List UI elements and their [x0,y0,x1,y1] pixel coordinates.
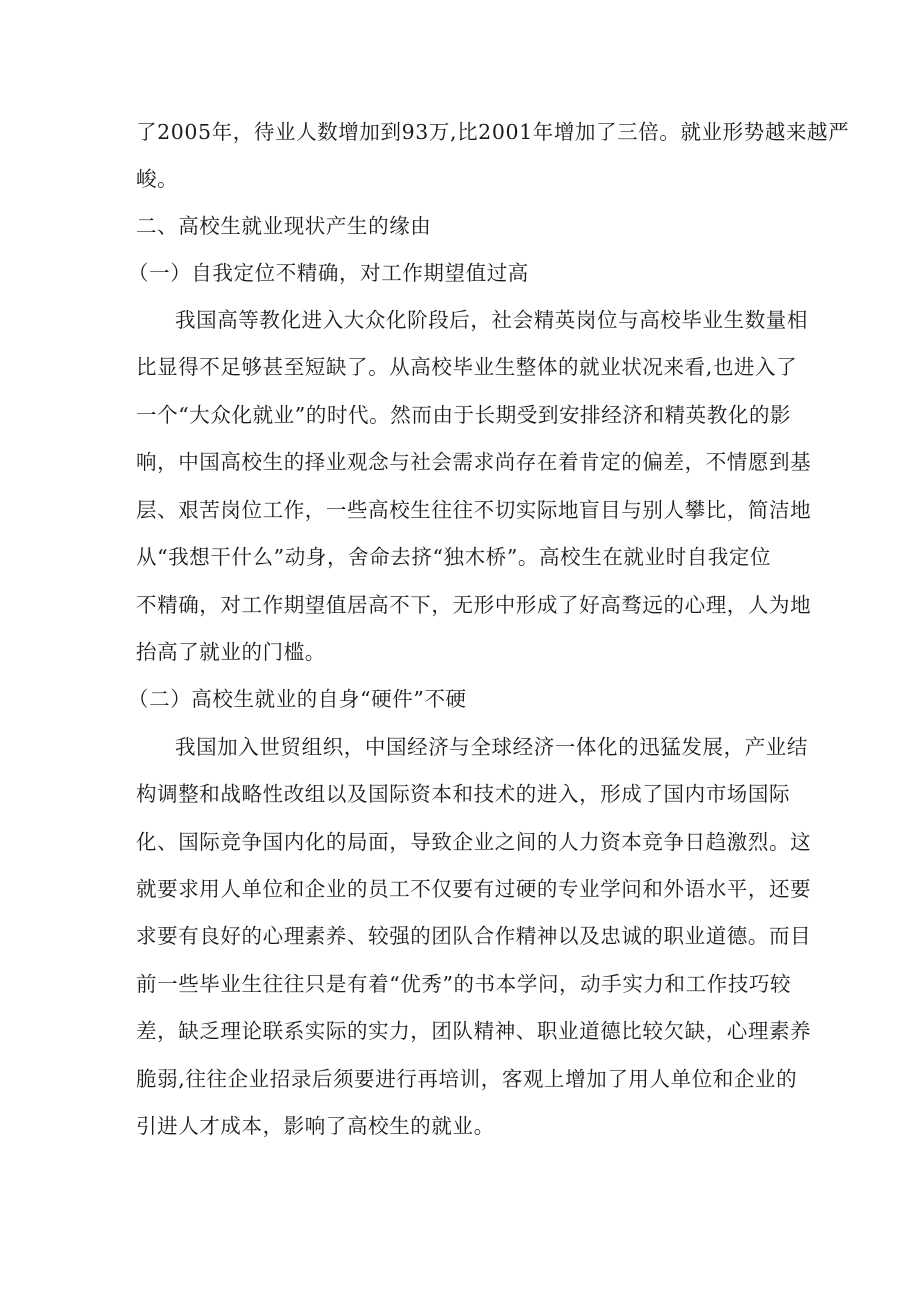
paragraph-line: 求要有良好的心理素养、较强的团队合作精神以及忠诚的职业道德。而目 [136,924,812,948]
paragraph-line: 了2005年，待业人数增加到93万,比2001年增加了三倍。就业形势越来越严 [136,120,850,144]
paragraph-line: 我国高等教化进入大众化阶段后，社会精英岗位与高校毕业生数量相 [175,308,808,332]
subsection-heading: （二）高校生就业的自身“硬件”不硬 [128,687,467,711]
paragraph-line: 从“我想干什么”动身，舍命去挤“独木桥”。高校生在就业时自我定位 [136,545,772,569]
paragraph-line: 比显得不足够甚至短缺了。从高校毕业生整体的就业状况来看,也进入了 [136,355,798,379]
paragraph-line: 差，缺乏理论联系实际的实力，团队精神、职业道德比较欠缺，心理素养 [136,1019,812,1043]
paragraph-line: 层、艰苦岗位工作，一些高校生往往不切实际地盲目与别人攀比，简洁地 [136,498,812,522]
paragraph-line: 化、国际竞争国内化的局面，导致企业之间的人力资本竞争日趋激烈。这 [136,830,812,854]
paragraph-line: 不精确，对工作期望值居高不下，无形中形成了好高骛远的心理，人为地 [136,593,812,617]
section-heading: 二、高校生就业现状产生的缘由 [136,214,432,238]
paragraph-line: 抬高了就业的门槛。 [136,640,326,664]
paragraph-line: 引进人才成本，影响了高校生的就业。 [136,1114,495,1138]
paragraph-line: 前一些毕业生往往只是有着“优秀”的书本学问，动手实力和工作技巧较 [136,972,792,996]
paragraph-line: 响，中国高校生的择业观念与社会需求尚存在着肯定的偏差，不情愿到基 [136,450,812,474]
subsection-heading: （一）自我定位不精确，对工作期望值过高 [128,261,529,285]
paragraph-line: 脆弱,往往企业招录后须要进行再培训，客观上增加了用人单位和企业的 [136,1067,798,1091]
paragraph-line: 构调整和战略性改组以及国际资本和技术的进入，形成了国内市场国际 [136,782,791,806]
paragraph-line: 就要求用人单位和企业的员工不仅要有过硬的专业学问和外语水平，还要 [136,877,812,901]
paragraph-line: 峻。 [136,167,179,191]
paragraph-line: 我国加入世贸组织，中国经济与全球经济一体化的迅猛发展，产业结 [175,735,808,759]
paragraph-line: 一个“大众化就业”的时代。然而由于长期受到安排经济和精英教化的影 [136,403,792,427]
